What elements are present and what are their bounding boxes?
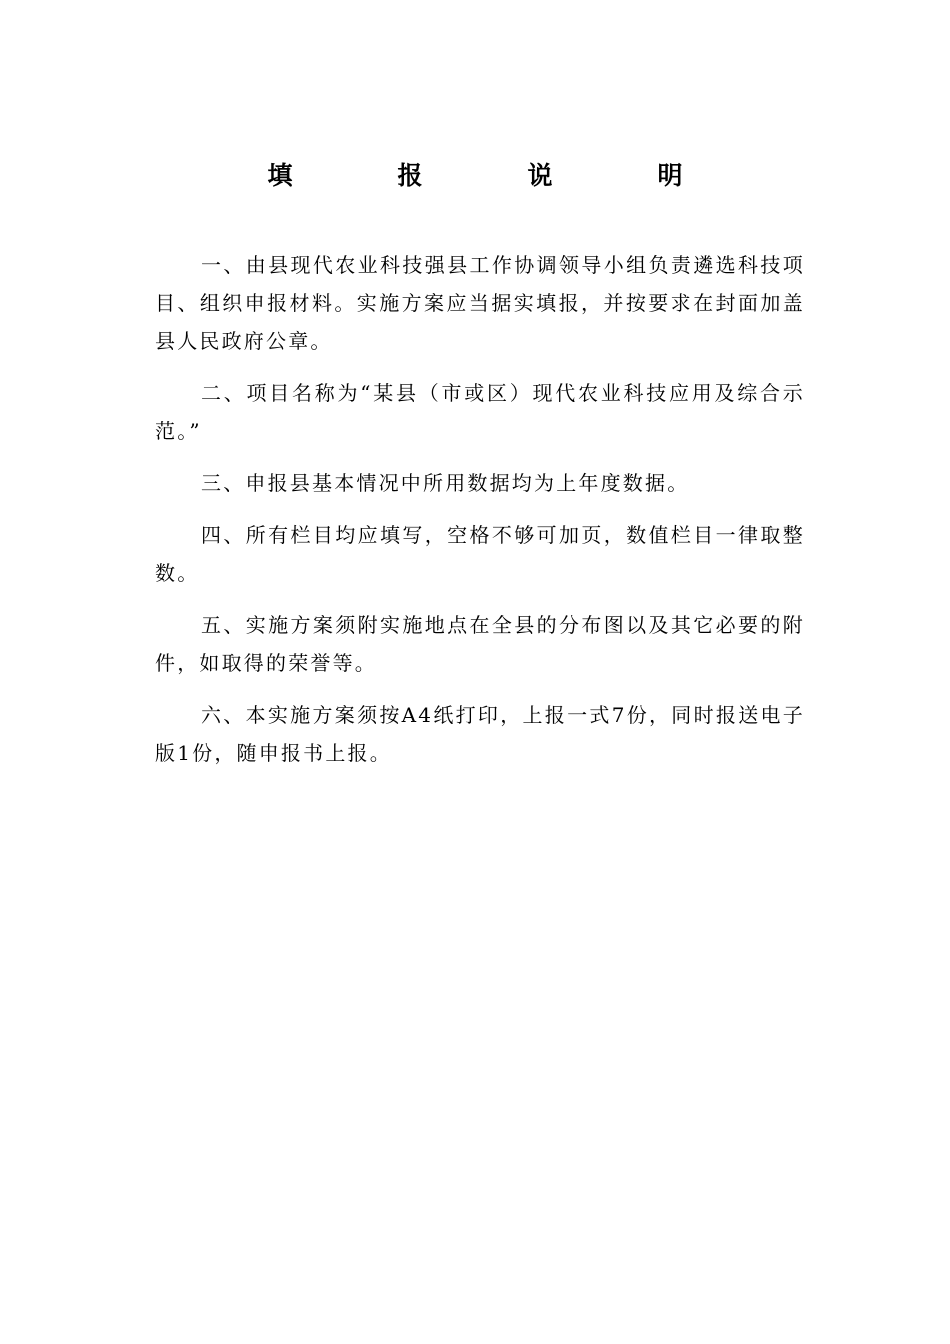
instruction-paragraph-4: 四、所有栏目均应填写，空格不够可加页，数值栏目一律取整数。 xyxy=(155,523,805,585)
instruction-paragraph-3: 三、申报县基本情况中所用数据均为上年度数据。 xyxy=(201,471,690,495)
instruction-paragraph-5: 五、实施方案须附实施地点在全县的分布图以及其它必要的附件，如取得的荣誉等。 xyxy=(155,613,805,675)
instruction-paragraph-6: 六、本实施方案须按A4纸打印，上报一式7份，同时报送电子版1份，随申报书上报。 xyxy=(155,703,805,765)
instruction-paragraph-2: 二、项目名称为“某县（市或区）现代农业科技应用及综合示范。” xyxy=(155,381,805,443)
document-title: 填 报 说 明 xyxy=(267,161,723,190)
instruction-paragraph-1: 一、由县现代农业科技强县工作协调领导小组负责遴选科技项目、组织申报材料。实施方案应当据实填报，并按要求在封面加盖县人民政府公章。 xyxy=(155,253,805,353)
instructions-body xyxy=(155,246,805,786)
